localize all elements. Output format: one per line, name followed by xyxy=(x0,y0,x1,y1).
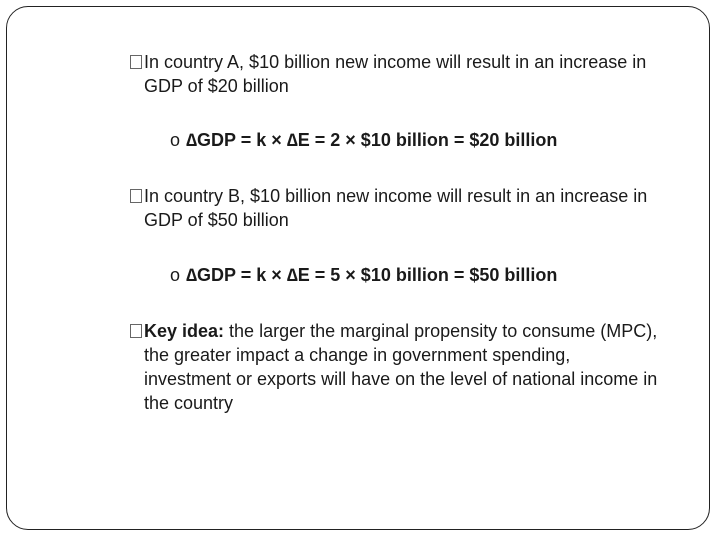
sub-bullet-marker: o xyxy=(170,265,181,285)
bullet-key-idea xyxy=(130,319,660,415)
sub-bullet-text: ∆GDP = k × ∆E = 5 × $10 billion = $50 billion xyxy=(186,265,558,285)
sub-bullet-country-b-calculation xyxy=(170,263,640,287)
bullet-country-b xyxy=(130,184,660,232)
bullet-country-a xyxy=(130,50,660,98)
square-bullet-icon xyxy=(130,55,142,69)
bullet-text: In country B, $10 billion new income will result in an increase in GDP of $50 billion xyxy=(144,186,648,230)
square-bullet-icon xyxy=(130,189,142,203)
bullet-text: In country A, $10 billion new income will result in an increase in GDP of $20 billion xyxy=(144,52,647,96)
sub-bullet-text: ∆GDP = k × ∆E = 2 × $10 billion = $20 billion xyxy=(186,130,558,150)
key-idea-label: Key idea: xyxy=(144,321,225,341)
square-bullet-icon xyxy=(130,324,142,338)
sub-bullet-marker: o xyxy=(170,130,181,150)
key-idea-body: the larger the marginal propensity to consume (MPC), the greater impact a change in government spending, investment or exports will have on the level of national income in the country xyxy=(144,321,658,413)
key-idea-text xyxy=(130,319,660,415)
sub-bullet-country-a-calculation xyxy=(170,128,640,152)
